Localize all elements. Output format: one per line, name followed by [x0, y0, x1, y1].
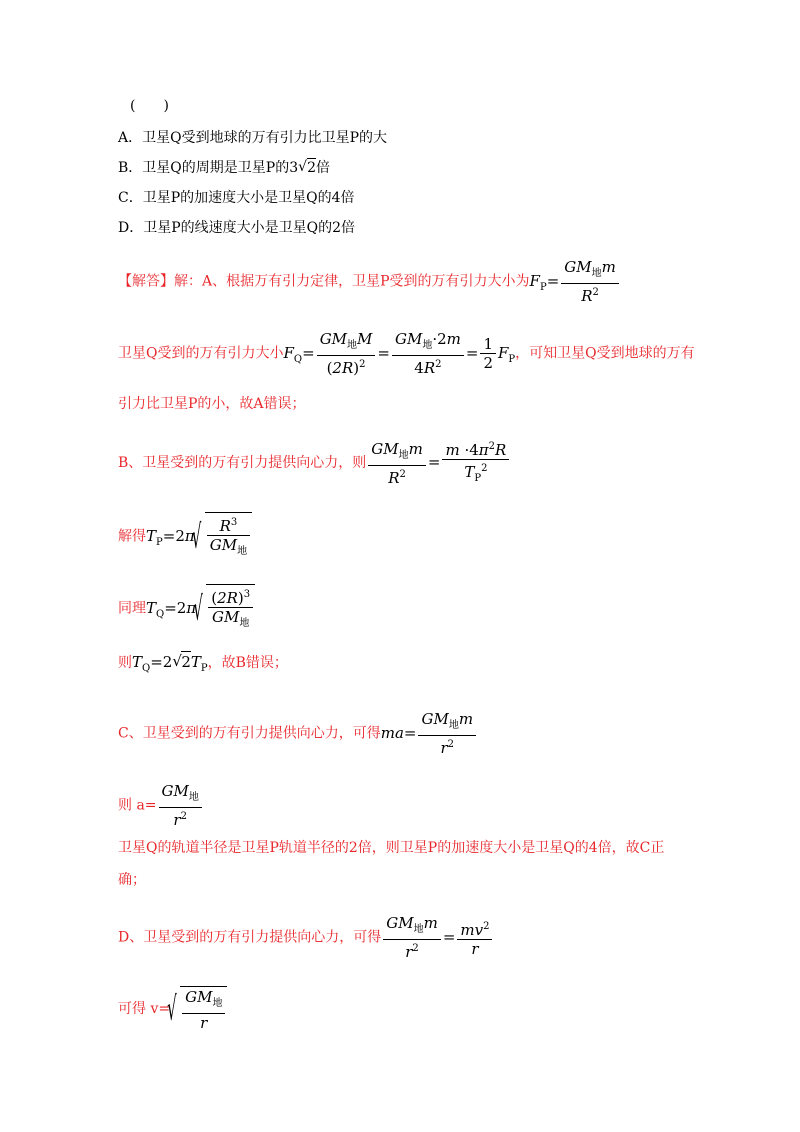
- sqrt-symbol: [298, 158, 316, 178]
- option-c-letter: C．: [118, 190, 143, 206]
- answer-a-conclusion: 引力比卫星P的小，故A错误；: [118, 396, 306, 412]
- option-d-letter: D．: [118, 220, 144, 236]
- answer-c-conclusion-1: 卫星Q的轨道半径是卫星P轨道半径的2倍，则卫星P的加速度大小是卫星Q的4倍，故C正: [118, 840, 665, 856]
- option-b: [118, 158, 330, 178]
- formula-v: [170, 988, 227, 1032]
- answer-b-solve-line: [118, 512, 252, 561]
- option-b-letter: B．: [118, 160, 143, 176]
- answer-tag: 【解答】: [118, 273, 174, 290]
- sqrt-symbol: √ $\frac{(2R)^3}{GM_地}$: [196, 584, 255, 633]
- answer-b-same-line: [118, 584, 255, 633]
- answer-a-q-intro: 卫星Q受到的万有引力大小: [118, 345, 284, 362]
- formula-fq: $F_Q=$ $\frac{GM_地M}{(2R)^2}$ = $\frac{GM_地\cdot 2m}{4R^2}$ = $\frac{1}{2}$ $F_P$: [283, 330, 516, 377]
- option-b-radicand: 2: [307, 160, 317, 176]
- answer-parenthesis: ( ): [130, 98, 169, 114]
- formula-a: $\frac{GM_地}{r^2}$: [157, 796, 204, 814]
- formula-tq: $T_Q=2\pi$ √ $\frac{(2R)^3}{GM_地}$: [146, 599, 255, 617]
- answer-b-line: [118, 438, 511, 488]
- option-b-text: 卫星Q的周期是卫星P的3: [142, 160, 299, 176]
- answer-d-then-line: [118, 986, 227, 1032]
- answer-d-then: 可得 v=: [118, 1001, 171, 1017]
- sqrt-symbol: √ $\frac{R^3}{GM_地}$: [195, 512, 252, 561]
- answer-a-q-line: [118, 330, 695, 377]
- answer-b-same: 同理: [118, 600, 146, 617]
- formula-b-balance: $\frac{GM_地m}{R^2}$ = $\frac{m \cdot 4\pi^2R}{T_P^2}$: [366, 453, 511, 471]
- sqrt-symbol: √ $\frac{GM_地}{r}$: [170, 986, 227, 1032]
- formula-d-balance: $\frac{GM_地m}{r^2}$ = $\frac{mv^2}{r}$: [381, 928, 494, 946]
- answer-b-intro: B、卫星受到的万有引力提供向心力，则: [118, 455, 367, 471]
- answer-a-intro: 解：A、根据万有引力定律，卫星P受到的万有引力大小为: [174, 273, 530, 290]
- answer-c-line: [118, 710, 478, 757]
- option-c: [118, 188, 355, 208]
- option-d-text: 卫星P的线速度大小是卫星Q的2倍: [143, 220, 356, 236]
- answer-d-line: [118, 914, 494, 961]
- answer-b-then: 则: [118, 655, 132, 671]
- answer-d-intro: D、卫星受到的万有引力提供向心力，可得: [118, 929, 382, 946]
- answer-c-then-line: [118, 782, 204, 829]
- option-d: [118, 218, 355, 238]
- answer-a-line: [118, 258, 621, 305]
- option-b-text-after: 倍: [316, 160, 331, 176]
- formula-tq-tp: $T_Q=2√$ $2T_P$: [132, 653, 208, 671]
- formula-c-balance: ma= $\frac{GM_地m}{r^2}$: [381, 724, 478, 742]
- answer-b-solve: 解得: [118, 528, 146, 545]
- answer-c-then: 则 a=: [118, 797, 157, 814]
- formula-fp: $F_P=$ $\frac{GM_地m}{R^2}$: [530, 272, 621, 290]
- sqrt-symbol: √ 2: [172, 652, 191, 672]
- answer-b-tail: ，故B错误；: [207, 655, 288, 671]
- answer-c-conclusion-2: 确；: [118, 872, 146, 888]
- answer-a-q-tail: ，可知卫星Q受到地球的万有: [515, 345, 695, 362]
- option-a-letter: A．: [118, 130, 143, 146]
- answer-c-intro: C、卫星受到的万有引力提供向心力，可得: [118, 725, 381, 742]
- option-c-text: 卫星P的加速度大小是卫星Q的4倍: [142, 190, 355, 206]
- answer-b-then-line: [118, 652, 288, 679]
- formula-tp: $T_P=2\pi$ √ $\frac{R^3}{GM_地}$: [146, 527, 252, 545]
- option-a-text: 卫星Q受到地球的万有引力比卫星P的大: [142, 130, 388, 146]
- option-a: [118, 128, 387, 148]
